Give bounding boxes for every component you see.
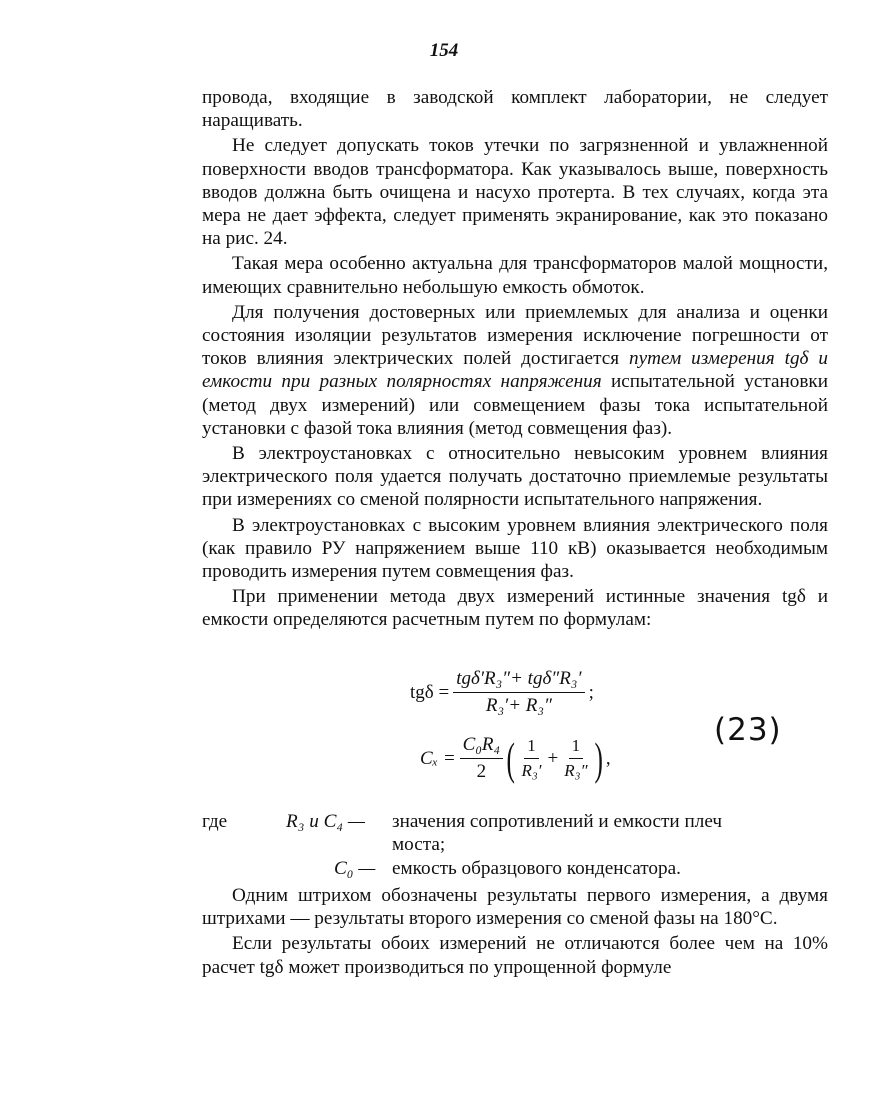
formula-cx-inner-fraction-2 xyxy=(561,736,590,781)
legend-where: где xyxy=(202,811,228,832)
paragraph-2: Не следует допускать токов утечки по загрязненной и увлажненной поверхности вводов трансформатора. Как указывалось выше, поверхность вводов должна быть очищена и насухо протерта. В тех случаях, когда эта мера не дает эффекта, следует применять экранирование, как это показано на рис. 24. xyxy=(202,135,828,250)
paragraph-7: При применении метода двух измерений истинные значения tgδ и емкости определяются расчетным путем по формулам: xyxy=(202,586,828,631)
paragraph-4 xyxy=(202,301,828,440)
paragraph-5: В электроустановках с относительно невысоким уровнем влияния электрического поля удается получать достаточно приемлемые результаты при измерениях со сменой полярности испытательного напряжения. xyxy=(202,443,828,511)
inner-1-denominator: R₃′ xyxy=(521,761,542,780)
paragraph-3: Такая мера особенно актуальна для трансформаторов малой мощности, имеющих сравнительно небольшую емкость обмоток. xyxy=(202,253,828,298)
legend-symbol-2: C₀ — xyxy=(334,858,376,879)
legend-symbol-1: R₃ и C₄ — xyxy=(286,811,365,832)
paragraph-1: провода, входящие в заводской комплект лаборатории, не следует наращивать. xyxy=(202,87,828,132)
body-text-bottom xyxy=(202,884,828,981)
formula-tgd-fraction xyxy=(453,668,584,717)
formula-cx-inner-fraction-1 xyxy=(518,736,544,781)
inner-2-denominator: R₃″ xyxy=(564,761,588,780)
formula-block xyxy=(410,664,710,804)
body-text-top xyxy=(202,86,828,634)
formula-cx-numerator: C₀R₄ xyxy=(460,734,504,759)
paragraph-9: Если результаты обоих измерений не отличаются более чем на 10% расчет tgδ может производиться по упрощенной формуле xyxy=(202,933,828,978)
formula-cx-lhs: Cₓ = xyxy=(420,747,456,769)
inner-1-numerator: 1 xyxy=(524,736,539,759)
formula-tgd-lhs: tgδ = xyxy=(410,681,450,703)
legend-description-1: значения сопротивлений и емкости плеч моста; xyxy=(392,811,723,856)
inner-2-numerator: 1 xyxy=(569,736,584,759)
formula-cx-plus: + xyxy=(547,747,559,769)
formula-tgd-denominator: R₃′+ R₃″ xyxy=(485,695,552,716)
left-paren-glyph: ( xyxy=(506,732,516,784)
equation-number-handwritten: (23) xyxy=(714,712,782,748)
paragraph-4-italic: путем измерения tgδ и емкости при разных полярностях напряжения xyxy=(202,348,828,393)
right-paren-glyph: ) xyxy=(594,732,603,784)
formula-tgd xyxy=(410,668,594,717)
formula-cx-denominator: 2 xyxy=(476,761,487,782)
formula-tgd-numerator: tgδ′R₃″+ tgδ″R₃′ xyxy=(453,668,584,693)
paragraph-4-part-2: испытательной установки (метод двух измерений) или совмещением фазы тока испытательной установки с фазой тока влияния (метод совмещения фаз). xyxy=(202,371,828,439)
paragraph-4-part-1: Для получения достоверных или приемлемых для анализа и оценки состояния изоляции результатов измерения исключение погрешности от токов влияния электрических полей достигается xyxy=(202,301,828,370)
formula-cx xyxy=(420,734,611,783)
paragraph-8: Одним штрихом обозначены результаты первого измерения, а двумя штрихами — результаты второго измерения со сменой фазы на 180°С. xyxy=(202,885,828,930)
legend-description-2: емкость образцового конденсатора. xyxy=(392,858,681,879)
formula-tgd-tail: ; xyxy=(588,681,594,703)
formula-cx-tail: , xyxy=(605,747,611,769)
page-number: 154 xyxy=(429,40,459,61)
formula-cx-fraction xyxy=(460,734,504,783)
paragraph-6: В электроустановках с высоким уровнем влияния электрического поля (как правило РУ напряжением выше 110 кВ) оказывается необходимым проводить измерения путем совмещения фаз. xyxy=(202,514,828,583)
